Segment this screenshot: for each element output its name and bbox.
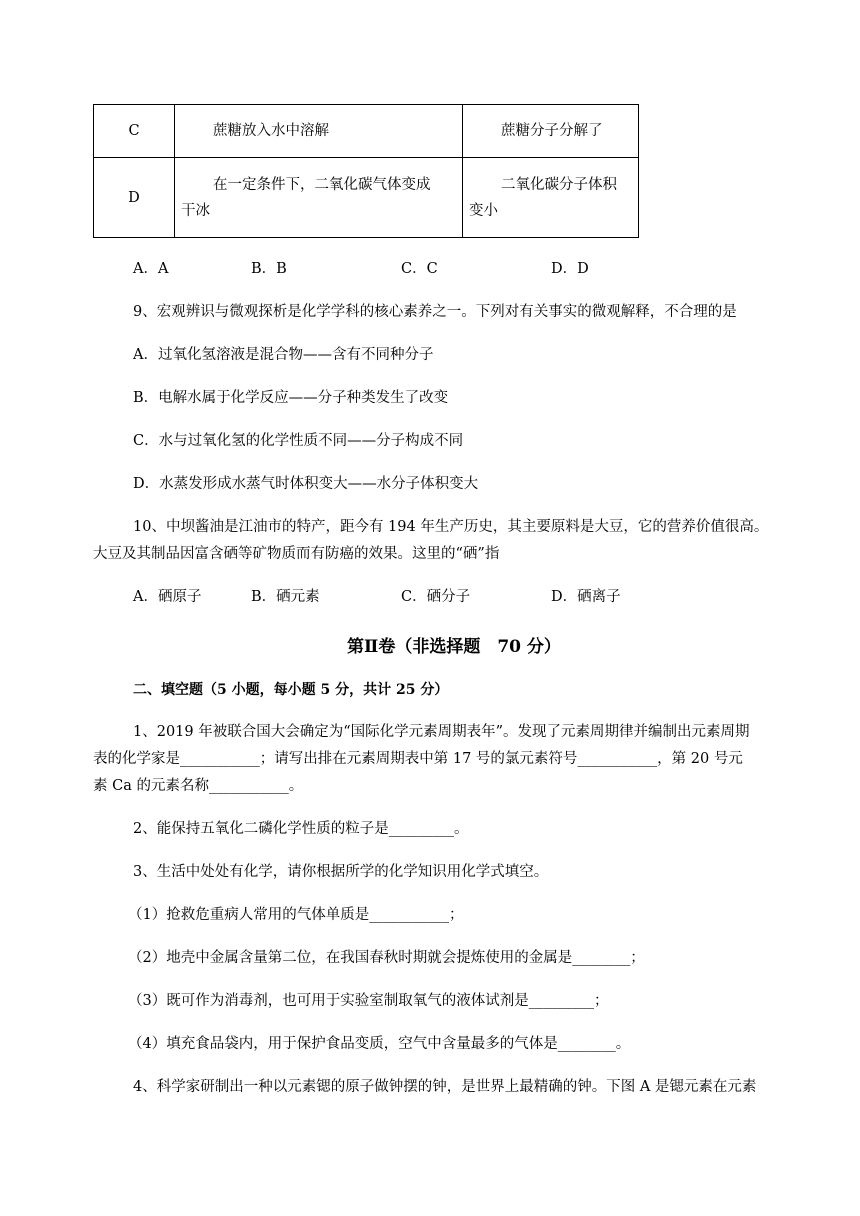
explanation-cell: 蔗糖分子分解了: [501, 123, 603, 139]
q10-stem-line1: 10、中坝酱油是江油市的特产，距今有 194 年生产历史，其主要原料是大豆，它的营养价值很高。: [133, 519, 769, 535]
fact-cell: 蔗糖放入水中溶解: [213, 123, 329, 139]
part2-title: 第Ⅱ卷（非选择题 70 分）: [347, 637, 561, 657]
fill-q3-item1: （1）抢救危重病人常用的气体单质是___________；: [128, 907, 464, 923]
explanation-cell-line1: 二氧化碳分子体积: [501, 176, 617, 193]
section2-heading: 二、填空题（5 小题，每小题 5 分，共计 25 分）: [133, 682, 449, 698]
fill-q3-item4: （4）填充食品袋内，用于保护食品变质，空气中含量最多的气体是________。: [128, 1036, 631, 1052]
q8-option-a: A．A: [133, 261, 169, 277]
q9-stem: 9、宏观辨识与微观探析是化学学科的核心素养之一。下列对有关事实的微观解释，不合理的是: [133, 304, 737, 320]
q9-option-d: D．水蒸发形成水蒸气时体积变大——水分子体积变大: [133, 476, 479, 492]
fill-q3-stem: 3、生活中处处有化学，请你根据所学的化学知识用化学式填空。: [133, 864, 549, 880]
explanation-cell-line2: 变小: [469, 202, 498, 219]
row-label: C: [94, 105, 175, 158]
q8-option-c: C．C: [401, 261, 438, 277]
row-label: D: [94, 158, 175, 238]
q10-option-d: D．硒离子: [551, 589, 621, 605]
q10-stem-line2: 大豆及其制品因富含硒等矿物质而有防癌的效果。这里的“硒”指: [93, 546, 500, 562]
fact-cell-line1: 在一定条件下，二氧化碳气体变成: [213, 176, 431, 193]
q9-option-c: C．水与过氧化氢的化学性质不同——分子构成不同: [133, 433, 464, 449]
fill-q1-line2: 表的化学家是___________；请写出排在元素周期表中第 17 号的氯元素符号___________，第 20 号元: [93, 751, 743, 767]
fill-q4-line1: 4、科学家研制出一种以元素锶的原子做钟摆的钟，是世界上最精确的钟。下图 A 是锶元素在元素: [133, 1079, 757, 1095]
options-table: [93, 104, 639, 238]
q9-option-b: B．电解水属于化学反应——分子种类发生了改变: [133, 390, 449, 406]
q10-option-c: C．硒分子: [401, 589, 471, 605]
q10-option-a: A．硒原子: [133, 589, 202, 605]
q8-option-d: D．D: [551, 261, 589, 277]
fill-q1-line1: 1、2019 年被联合国大会确定为“国际化学元素周期表年”。发现了元素周期律并编制出元素周期: [133, 724, 750, 740]
fill-q2: 2、能保持五氧化二磷化学性质的粒子是_________。: [133, 821, 469, 837]
q9-option-a: A．过氧化氢溶液是混合物——含有不同种分子: [133, 347, 434, 363]
fill-q3-item2: （2）地壳中金属含量第二位，在我国春秋时期就会提炼使用的金属是________；: [128, 950, 645, 966]
q10-option-b: B．硒元素: [251, 589, 320, 605]
fact-cell-line2: 干冰: [181, 202, 210, 219]
table-row: [94, 158, 639, 238]
table-row: [94, 105, 639, 158]
q8-option-b: B．B: [251, 261, 287, 277]
fill-q1-line3: 素 Ca 的元素名称___________。: [93, 778, 304, 794]
fill-q3-item3: （3）既可作为消毒剂，也可用于实验室制取氧气的液体试剂是_________；: [128, 993, 609, 1009]
